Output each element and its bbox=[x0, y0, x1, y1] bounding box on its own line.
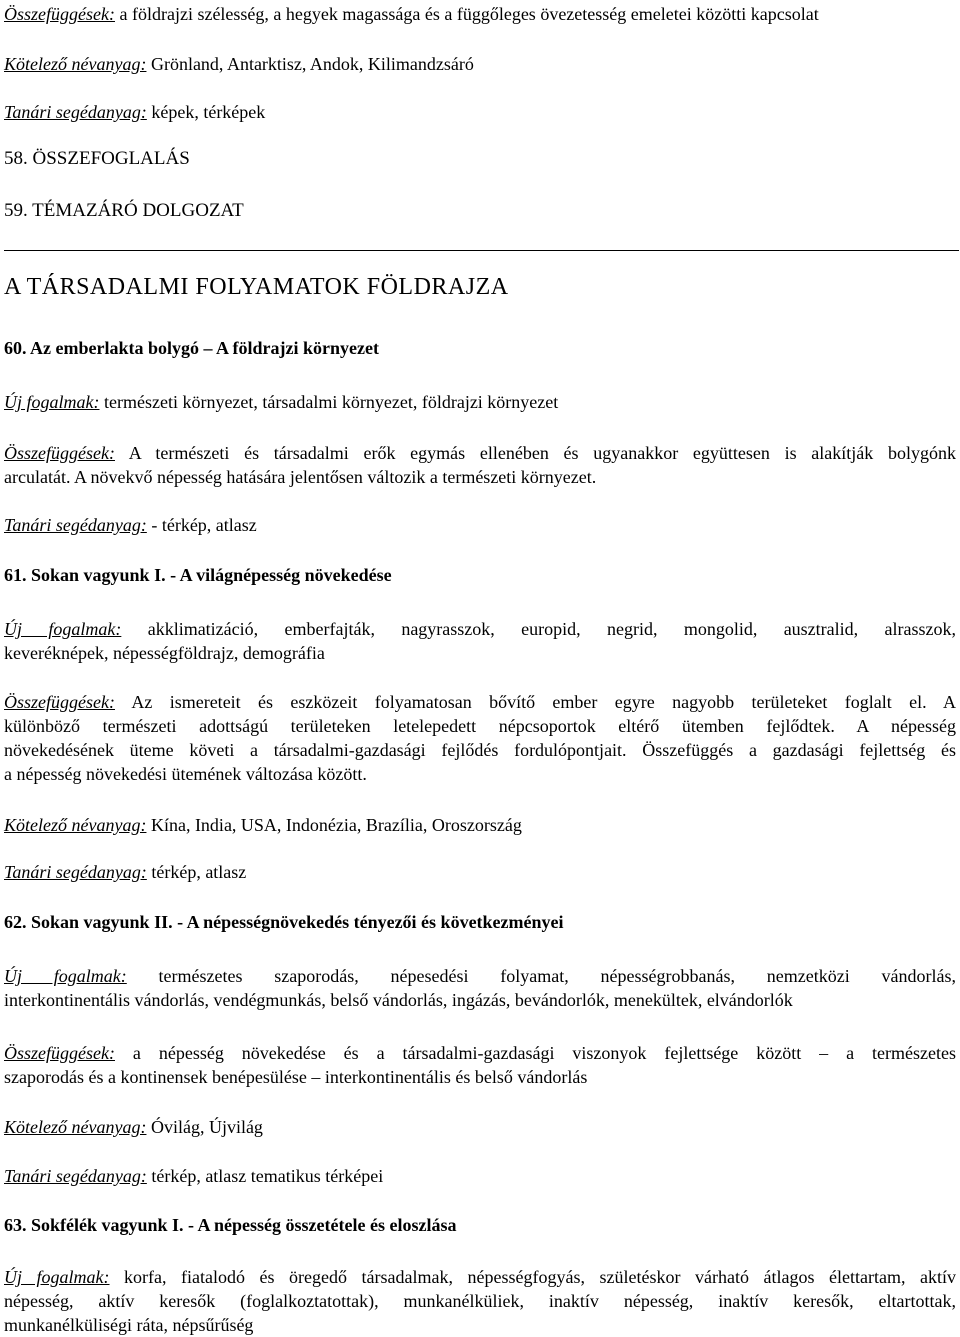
paragraph-text: természetes szaporodás, népesedési folyamat, népességrobbanás, nemzetközi vándorlás, bbox=[126, 966, 956, 986]
paragraph-row: növekedésének üteme követi a társadalmi-gazdasági fejlődés fordulópontjait. Összefüggés a gazdasági fejlettség és bbox=[4, 740, 956, 760]
uj-fogalmak-label: Új fogalmak: bbox=[4, 1267, 110, 1287]
osszefuggesek-line bbox=[4, 3, 819, 25]
osszefuggesek-text: a földrajzi szélesség, a hegyek magassága és a függőleges övezetesség emeletei közötti kapcsolat bbox=[114, 4, 819, 24]
paragraph-row: munkanélküliségi ráta, népsűrűség bbox=[4, 1315, 254, 1335]
section-divider bbox=[4, 250, 959, 251]
kotelezo-text: Kína, India, USA, Indonézia, Brazília, Oroszország bbox=[146, 815, 522, 835]
section-title: A TÁRSADALMI FOLYAMATOK FÖLDRAJZA bbox=[4, 274, 509, 300]
paragraph-text: Az ismereteit és eszközeit folyamatosan bővítő ember egyre nagyobb területeket foglalt el. A bbox=[114, 692, 956, 712]
kotelezo-line bbox=[4, 53, 474, 75]
lesson-63-uj-fogalmak bbox=[4, 1265, 956, 1337]
paragraph-row bbox=[4, 617, 956, 641]
paragraph-row bbox=[4, 1265, 956, 1289]
paragraph-text: a népesség növekedése és a társadalmi-gazdasági viszonyok fejlettsége között – a természetes bbox=[114, 1043, 956, 1063]
lesson-62-tanari bbox=[4, 1165, 383, 1187]
paragraph-row bbox=[4, 441, 956, 465]
tanari-label: Tanári segédanyag: bbox=[4, 515, 147, 535]
paragraph-row: szaporodás és a kontinensek benépesülése – interkontinentális és belső vándorlás bbox=[4, 1067, 588, 1087]
tanari-label: Tanári segédanyag: bbox=[4, 1166, 147, 1186]
uj-fogalmak-label: Új fogalmak: bbox=[4, 392, 100, 412]
paragraph-row bbox=[4, 964, 956, 988]
lesson-61-osszefuggesek bbox=[4, 690, 956, 786]
tanari-text: - térkép, atlasz bbox=[146, 515, 257, 535]
osszefuggesek-label: Összefüggések: bbox=[4, 443, 115, 463]
paragraph-row: keveréknépek, népességföldrajz, demográfia bbox=[4, 643, 325, 663]
lesson-60-tanari bbox=[4, 514, 257, 536]
lesson-60-title: 60. Az emberlakta bolygó – A földrajzi környezet bbox=[4, 338, 379, 358]
lesson-61-uj-fogalmak bbox=[4, 617, 956, 665]
kotelezo-label: Kötelező névanyag: bbox=[4, 1117, 147, 1137]
lesson-62-title: 62. Sokan vagyunk II. - A népességnövekedés tényezői és következményei bbox=[4, 912, 564, 932]
paragraph-row: interkontinentális vándorlás, vendégmunkás, belső vándorlás, ingázás, bevándorlók, menekültek, elvándorlók bbox=[4, 990, 793, 1010]
lesson-58-title: 58. ÖSSZEFOGLALÁS bbox=[4, 148, 190, 169]
paragraph-row bbox=[4, 1041, 956, 1065]
lesson-59-title: 59. TÉMAZÁRÓ DOLGOZAT bbox=[4, 200, 244, 221]
lesson-60-uj-fogalmak bbox=[4, 391, 558, 413]
paragraph-text: A természeti és társadalmi erők egymás ellenében és ugyanakkor együttesen is alakítják bolygónk bbox=[114, 443, 956, 463]
tanari-label: Tanári segédanyag: bbox=[4, 862, 147, 882]
uj-fogalmak-text: természeti környezet, társadalmi környezet, földrajzi környezet bbox=[99, 392, 559, 412]
tanari-text: képek, térképek bbox=[146, 102, 266, 122]
paragraph-row: különböző természeti adottságú területeken letelepedett népcsoportok eltérő ütemben fejlődtek. A népesség bbox=[4, 716, 956, 736]
lesson-63-title: 63. Sokfélék vagyunk I. - A népesség összetétele és eloszlása bbox=[4, 1215, 457, 1235]
lesson-61-tanari bbox=[4, 861, 246, 883]
paragraph-row: a népesség növekedési ütemének változása között. bbox=[4, 764, 367, 784]
tanari-label: Tanári segédanyag: bbox=[4, 102, 147, 122]
uj-fogalmak-label: Új fogalmak: bbox=[4, 966, 127, 986]
lesson-62-osszefuggesek bbox=[4, 1041, 956, 1089]
lesson-60-osszefuggesek bbox=[4, 441, 956, 489]
tanari-text: térkép, atlasz tematikus térképei bbox=[146, 1166, 384, 1186]
osszefuggesek-label: Összefüggések: bbox=[4, 4, 115, 24]
osszefuggesek-label: Összefüggések: bbox=[4, 1043, 115, 1063]
paragraph-row: arculatát. A növekvő népesség hatására jelentősen változik a természeti környezet. bbox=[4, 467, 597, 487]
lesson-62-kotelezo bbox=[4, 1116, 263, 1138]
tanari-line bbox=[4, 101, 265, 123]
kotelezo-label: Kötelező névanyag: bbox=[4, 815, 147, 835]
osszefuggesek-label: Összefüggések: bbox=[4, 692, 115, 712]
kotelezo-text: Óvilág, Újvilág bbox=[146, 1117, 263, 1137]
paragraph-text: akklimatizáció, emberfajták, nagyrasszok, europid, negrid, mongolid, ausztralid, alrasszok, bbox=[121, 619, 956, 639]
lesson-61-title: 61. Sokan vagyunk I. - A világnépesség növekedése bbox=[4, 565, 392, 585]
paragraph-row: népesség, aktív keresők (foglalkoztatottak), munkanélküliek, inaktív népesség, inaktív keresők, eltartottak, bbox=[4, 1291, 956, 1311]
lesson-62-uj-fogalmak bbox=[4, 964, 956, 1012]
paragraph-row bbox=[4, 690, 956, 714]
paragraph-text: korfa, fiatalodó és öregedő társadalmak, népességfogyás, születéskor várható átlagos élettartam, aktív bbox=[109, 1267, 956, 1287]
uj-fogalmak-label: Új fogalmak: bbox=[4, 619, 122, 639]
kotelezo-text: Grönland, Antarktisz, Andok, Kilimandzsáró bbox=[146, 54, 474, 74]
tanari-text: térkép, atlasz bbox=[146, 862, 247, 882]
lesson-61-kotelezo bbox=[4, 814, 522, 836]
kotelezo-label: Kötelező névanyag: bbox=[4, 54, 147, 74]
